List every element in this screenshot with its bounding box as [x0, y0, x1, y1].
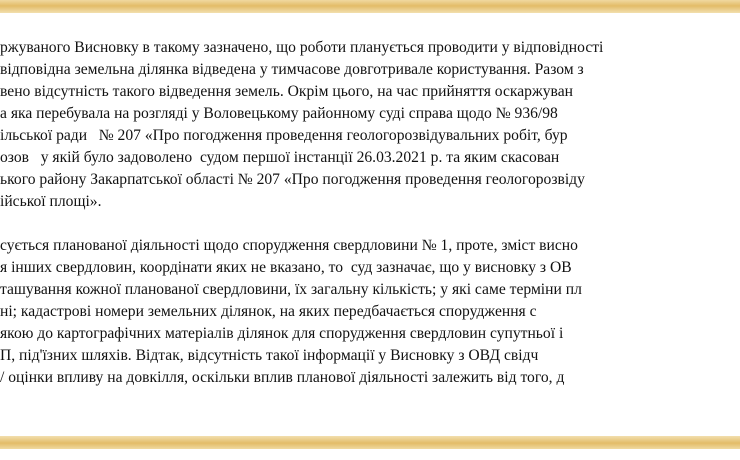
top-decorative-band: [0, 0, 740, 13]
paragraph-1-line-4: а яка перебувала на розгляді у Воловецькому районному суді справа щодо № 936/98: [0, 105, 558, 122]
paragraph-1-line-6: озов у якій було задоволено судом першої інстанції 26.03.2021 р. та яким скасован: [0, 149, 560, 166]
paragraph-2-line-2: я інших свердловин, коордінати яких не вказано, то суд зазначає, що у висновку з ОВ: [0, 259, 572, 276]
paragraph-1-line-1: ржуваного Висновку в такому зазначено, що роботи планується проводити у відповідності: [0, 39, 604, 56]
paragraph-1-line-7: ького району Закарпатської області № 207 «Про погодження проведення геологорозвіду: [0, 171, 585, 188]
paragraph-1-line-8: ійської площі».: [0, 193, 102, 210]
paragraph-2-line-3: ташування кожної планованої свердловини, їх загальну кількість; у які саме терміни пл: [0, 281, 582, 298]
paragraph-2-line-4: ні; кадастрові номери земельних ділянок, на яких передбачається спорудження с: [0, 303, 537, 320]
paragraph-2-line-5: якою до картографічних матеріалів ділянок для спорудження свердловин супутньої і: [0, 325, 564, 342]
paragraph-1-line-5: ільської ради № 207 «Про погодження проведення геологорозвідувальних робіт, бур: [0, 127, 568, 144]
document-text: [0, 13, 740, 436]
paragraph-1-line-3: вено відсутність такого відведення земель. Окрім цього, на час прийняття оскаржуван: [0, 83, 573, 100]
paragraph-2-line-6: П, під'їзних шляхів. Відтак, відсутність такої інформації у Висновку з ОВД свідч: [0, 347, 539, 364]
paragraph-2-line-1: сується планованої діяльності щодо спорудження свердловини № 1, проте, зміст висно: [0, 237, 578, 254]
bottom-decorative-band: [0, 436, 740, 449]
paragraph-1-line-2: відповідна земельна ділянка відведена у тимчасове довготривале користування. Разом з: [0, 61, 584, 78]
paragraph-2-line-7: / оцінки впливу на довкілля, оскільки вплив планової діяльності залежить від того, д: [0, 369, 565, 386]
